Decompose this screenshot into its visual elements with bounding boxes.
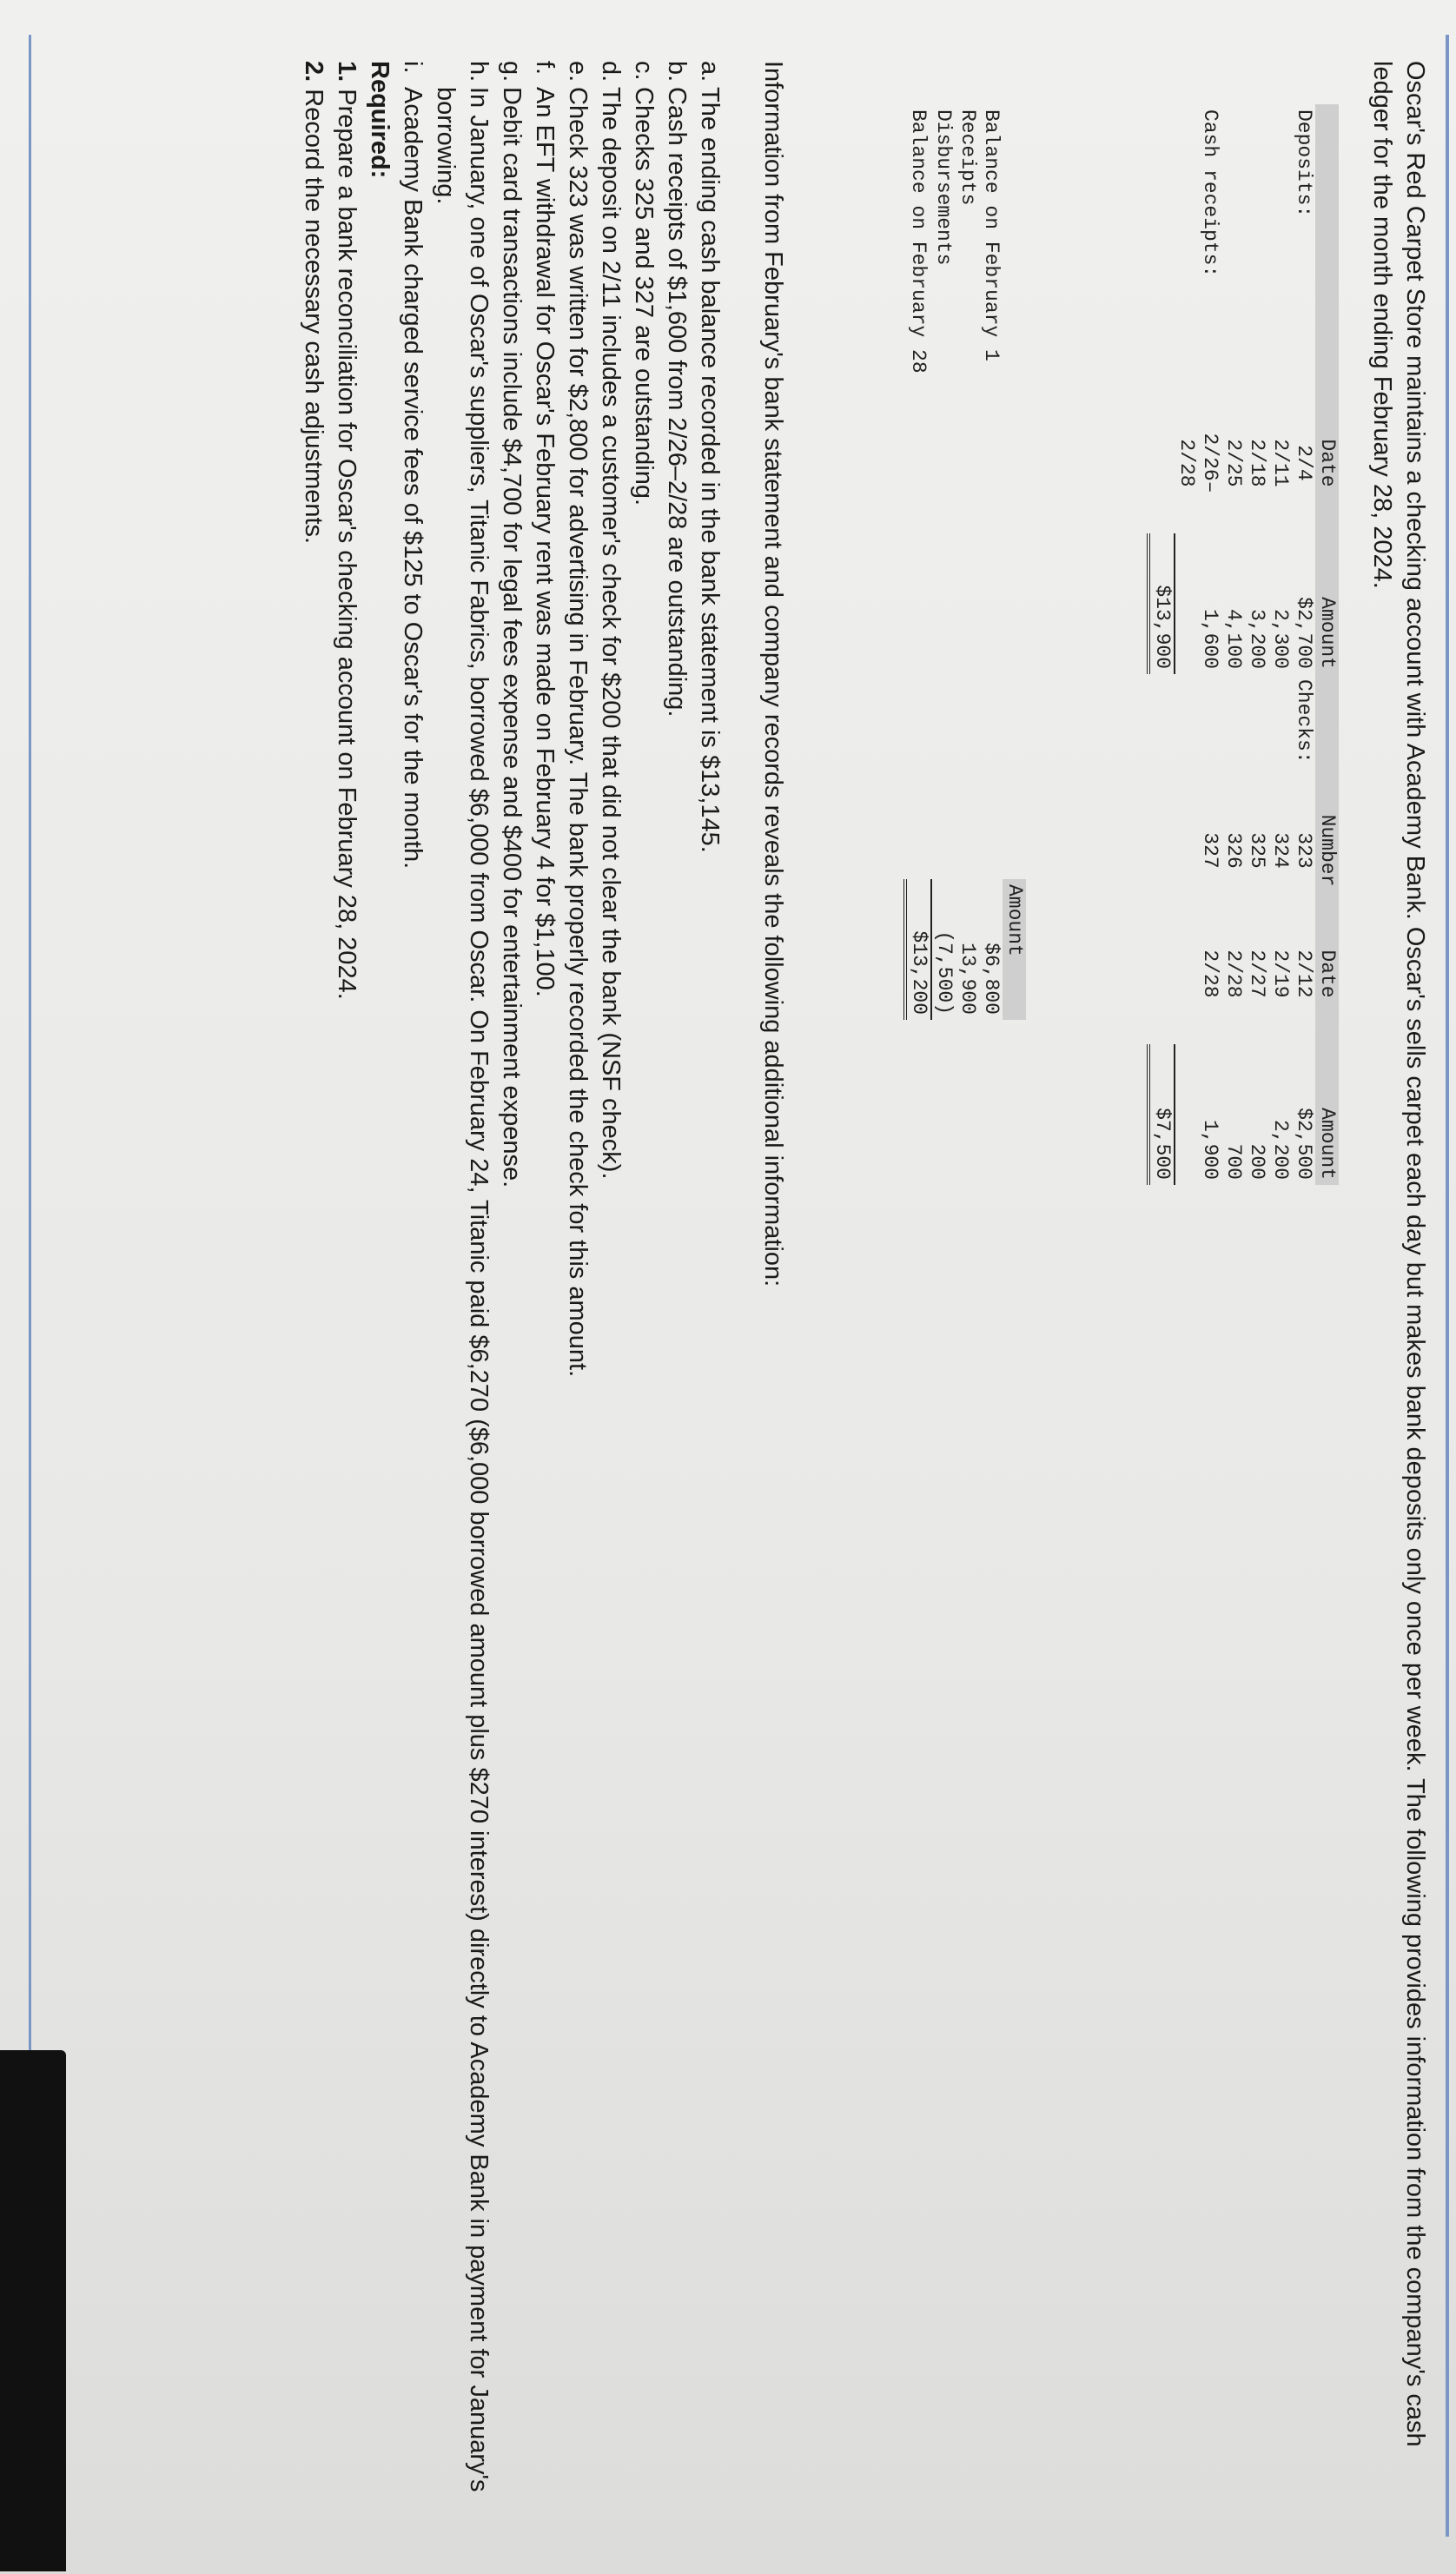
ledger-header-row bbox=[1315, 104, 1339, 1185]
summary-amount: (7,500) bbox=[933, 930, 956, 1015]
header-date: Date bbox=[1315, 393, 1339, 533]
fact-text: Check 323 was written for $2,800 for advertising in February. The bank properly recorded the check for this amount. bbox=[564, 87, 592, 1378]
summary-header-amount: Amount bbox=[1003, 879, 1026, 1020]
check-date: 2/12 bbox=[1293, 950, 1315, 998]
cash-receipt-date-line2: 2/28 bbox=[1175, 439, 1198, 487]
deposit-date: 2/4 bbox=[1293, 445, 1315, 481]
summary-header-row bbox=[1003, 104, 1026, 1020]
header-check-amount: Amount bbox=[1315, 1044, 1339, 1185]
table-row bbox=[979, 104, 1003, 1020]
deposit-amount: $2,700 bbox=[1293, 597, 1315, 669]
header-number: Number bbox=[1315, 797, 1339, 903]
fact-text: The deposit on 2/11 includes a customer's check for $200 that did not clear the bank (NSF check). bbox=[597, 87, 625, 1180]
list-item bbox=[396, 61, 429, 2519]
required-title: Required: bbox=[366, 61, 394, 179]
facts-list bbox=[396, 61, 726, 2519]
check-amount: 1,900 bbox=[1199, 1119, 1221, 1180]
cash-receipt-amount: 1,600 bbox=[1199, 608, 1221, 669]
deposit-date: 2/25 bbox=[1222, 439, 1245, 487]
deposit-amount: 4,100 bbox=[1222, 608, 1245, 669]
fact-letter: g. bbox=[498, 61, 526, 83]
cash-receipt-date bbox=[1175, 393, 1221, 533]
table-row bbox=[905, 104, 931, 1020]
list-item bbox=[528, 61, 561, 2519]
deposit-amount: 2,300 bbox=[1269, 608, 1292, 669]
dark-panel-edge bbox=[0, 2050, 66, 2571]
fact-letter: b. bbox=[663, 61, 691, 83]
check-date: 2/28 bbox=[1222, 950, 1245, 998]
cash-receipts-label: Cash receipts: bbox=[1199, 109, 1221, 278]
fact-letter: h. bbox=[465, 61, 493, 83]
list-item bbox=[693, 61, 726, 2519]
fact-letter: f. bbox=[531, 61, 559, 76]
check-number: 325 bbox=[1246, 832, 1268, 869]
check-number: 327 bbox=[1199, 832, 1221, 869]
info-heading: Information from February's bank statement and company records reveals the following additional information: bbox=[759, 61, 787, 1287]
fact-letter: a. bbox=[696, 61, 724, 83]
check-date: 2/28 bbox=[1199, 950, 1221, 998]
balance-summary-table bbox=[903, 104, 1026, 1020]
table-row bbox=[1221, 104, 1245, 1185]
fact-letter: e. bbox=[564, 61, 592, 83]
deposits-label: Deposits: bbox=[1293, 109, 1315, 218]
fact-letter: i. bbox=[399, 61, 427, 74]
deposit-date: 2/18 bbox=[1246, 439, 1268, 487]
fact-text: Academy Bank charged service fees of $125 to Oscar's for the month. bbox=[399, 87, 427, 870]
summary-label: Balance on February 1 bbox=[980, 109, 1003, 361]
table-row bbox=[1268, 104, 1292, 1185]
checks-total: $7,500 bbox=[1148, 1044, 1175, 1185]
check-date: 2/19 bbox=[1269, 950, 1292, 998]
table-row bbox=[1292, 104, 1315, 1185]
top-divider bbox=[1446, 35, 1449, 2537]
required-text: Prepare a bank reconciliation for Oscar's checking account on February 28, 2024. bbox=[333, 89, 361, 1000]
list-item bbox=[495, 61, 528, 2519]
table-row bbox=[1175, 104, 1221, 1185]
check-amount: 2,200 bbox=[1269, 1119, 1292, 1180]
problem-intro: Oscar's Red Carpet Store maintains a checking account with Academy Bank. Oscar's sells carpet each day but makes bank deposits only once per week. The following provides information from the company's cash ledger for the month ending February 28, 2024. bbox=[1368, 61, 1429, 2447]
check-amount: 700 bbox=[1222, 1143, 1245, 1180]
summary-amount: $13,200 bbox=[905, 879, 931, 1020]
summary-label: Disbursements bbox=[932, 109, 956, 266]
fact-text: Cash receipts of $1,600 from 2/26–2/28 are outstanding. bbox=[663, 87, 691, 718]
checks-label: Checks: bbox=[1293, 679, 1315, 764]
totals-row bbox=[1148, 104, 1175, 1185]
deposits-total: $13,900 bbox=[1148, 533, 1175, 674]
table-row bbox=[956, 104, 979, 1020]
fact-letter: d. bbox=[597, 61, 625, 83]
check-number: 326 bbox=[1222, 832, 1245, 869]
fact-text: The ending cash balance recorded in the bank statement is $13,145. bbox=[696, 87, 724, 853]
required-number: 2. bbox=[300, 61, 328, 83]
list-item bbox=[594, 61, 627, 2519]
list-item bbox=[561, 61, 594, 2519]
check-amount: 200 bbox=[1246, 1143, 1268, 1180]
deposit-date: 2/11 bbox=[1269, 439, 1292, 487]
fact-text: Debit card transactions include $4,700 for legal fees expense and $400 for entertainment expense. bbox=[498, 87, 526, 1188]
header-amount: Amount bbox=[1315, 533, 1339, 674]
summary-label: Balance on February 28 bbox=[907, 109, 930, 374]
required-section bbox=[297, 61, 396, 2493]
fact-text: An EFT withdrawal for Oscar's February rent was made on February 4 for $1,100. bbox=[531, 87, 559, 997]
check-amount: $2,500 bbox=[1293, 1108, 1315, 1180]
summary-amount: $6,800 bbox=[980, 943, 1003, 1015]
cash-ledger-table bbox=[1147, 104, 1339, 1185]
header-check-date: Date bbox=[1315, 903, 1339, 1044]
fact-letter: c. bbox=[630, 61, 658, 81]
list-item bbox=[330, 61, 363, 2493]
table-row bbox=[1245, 104, 1268, 1185]
check-number: 323 bbox=[1293, 832, 1315, 869]
required-text: Record the necessary cash adjustments. bbox=[300, 89, 328, 545]
summary-label: Receipts bbox=[956, 109, 979, 206]
deposit-amount: 3,200 bbox=[1246, 608, 1268, 669]
cash-receipt-date-line1: 2/26– bbox=[1199, 433, 1221, 493]
check-number: 324 bbox=[1269, 832, 1292, 869]
list-item bbox=[660, 61, 693, 2519]
check-date: 2/27 bbox=[1246, 950, 1268, 998]
fact-text: In January, one of Oscar's suppliers, Titanic Fabrics, borrowed $6,000 from Oscar. On February 24, Titanic paid $6,270 ($6,000 borrowed amount plus $270 interest) directly to Academy Bank in payment for January's borrowing. bbox=[432, 87, 493, 2492]
list-item bbox=[297, 61, 330, 2493]
summary-amount: 13,900 bbox=[956, 943, 979, 1015]
table-row bbox=[931, 104, 956, 1020]
list-item bbox=[627, 61, 660, 2519]
list-item bbox=[429, 61, 495, 2519]
fact-text: Checks 325 and 327 are outstanding. bbox=[630, 87, 658, 506]
required-number: 1. bbox=[333, 61, 361, 83]
